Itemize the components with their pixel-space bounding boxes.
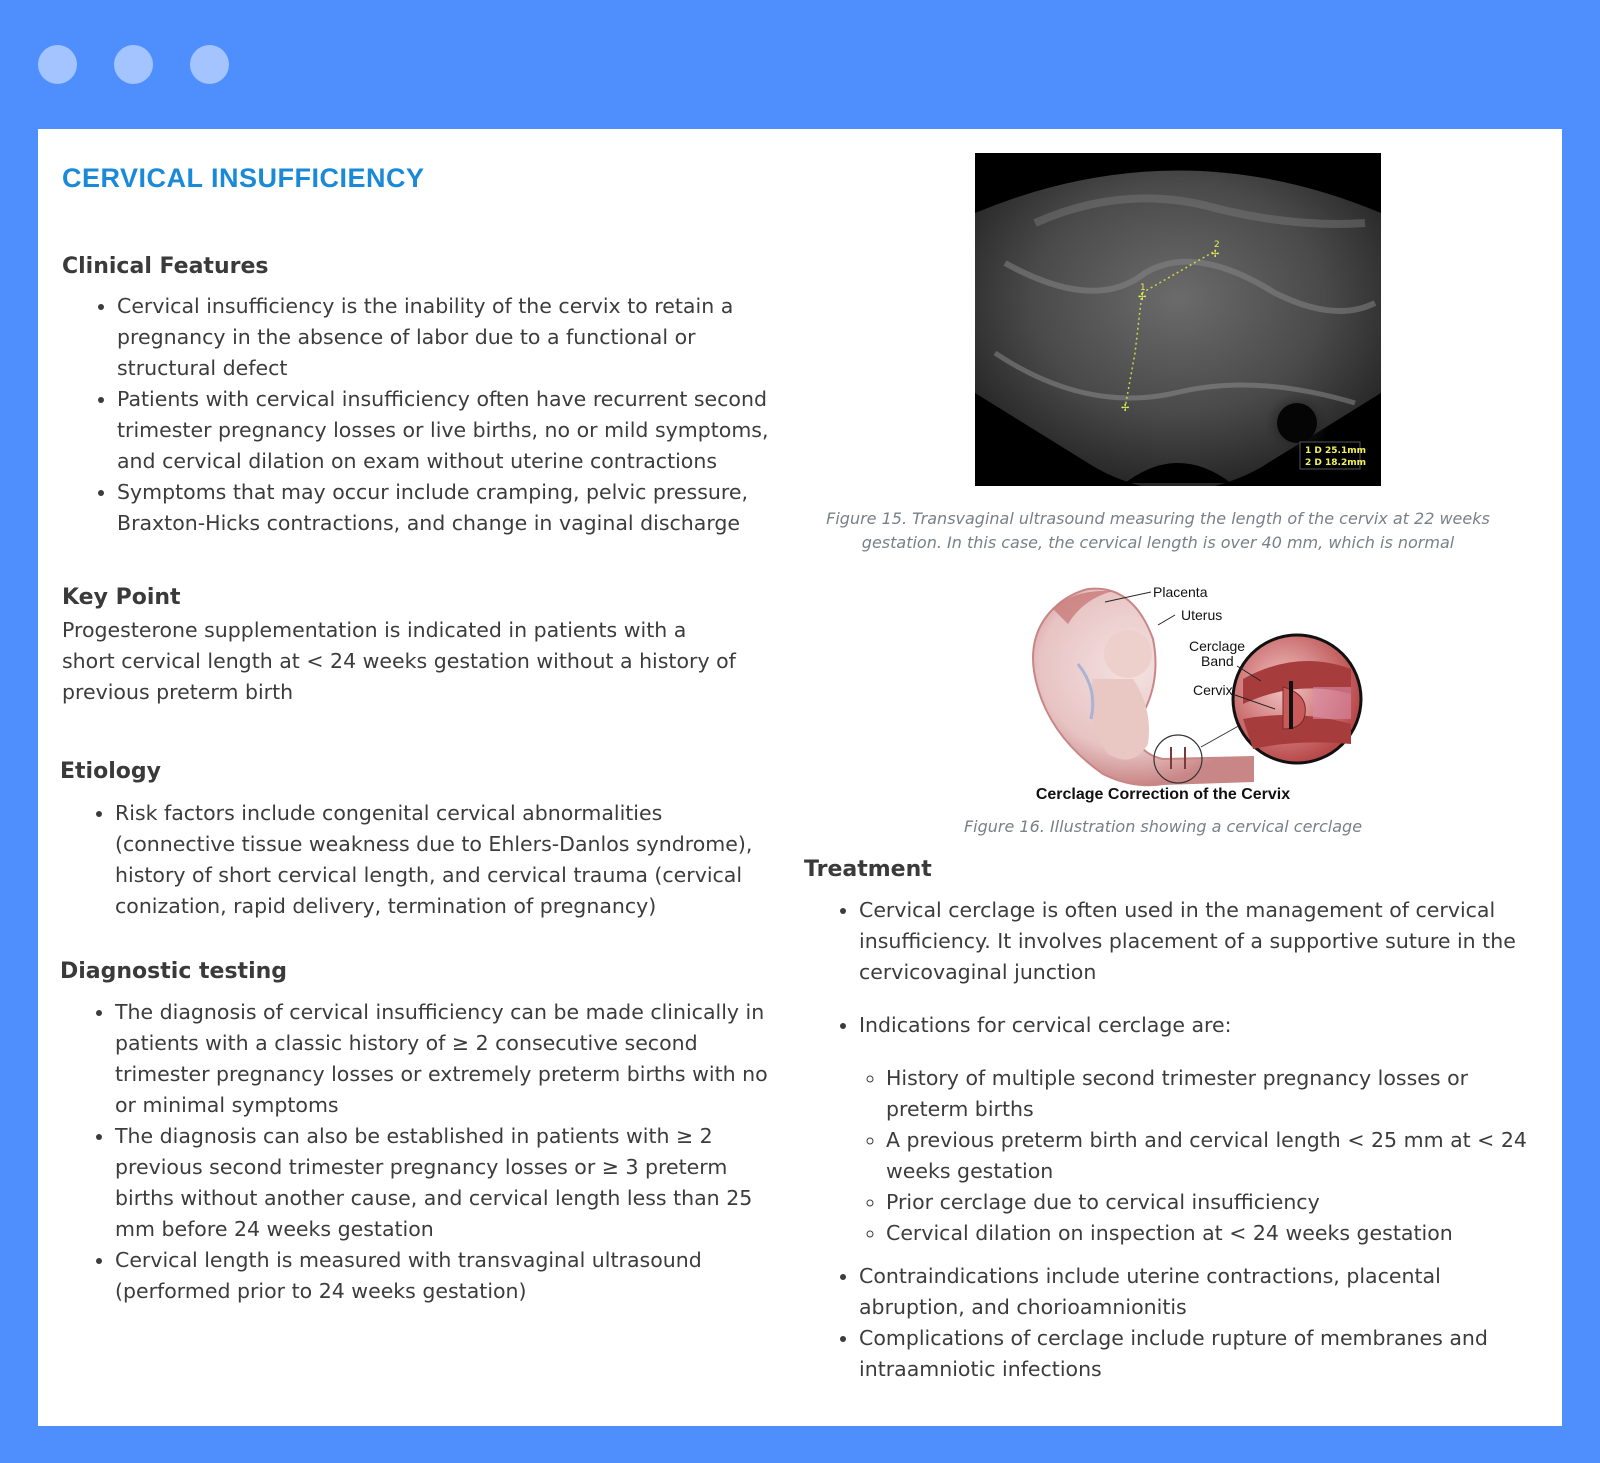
clinical-features-list <box>62 291 782 539</box>
svg-text:✢: ✢ <box>1121 403 1130 414</box>
list-item: • The diagnosis can also be established in patients with ≥ 2 previous second trimester pregnancy losses or ≥ 3 preterm births without another cause, and cervical length less than 25 mm before 24 weeks gestation <box>115 1121 783 1245</box>
key-point-heading: Key Point <box>62 585 181 610</box>
label-cervix: Cervix <box>1193 682 1233 698</box>
list-item: ◦ Prior cerclage due to cervical insufficiency <box>886 1187 1539 1218</box>
etiology-list <box>60 798 780 922</box>
list-item: • Symptoms that may occur include cramping, pelvic pressure, Braxton-Hicks contractions, and change in vaginal discharge <box>117 477 782 539</box>
list-item: • Contraindications include uterine contractions, placental abruption, and chorioamnionitis <box>859 1261 1539 1323</box>
document-page <box>38 129 1562 1426</box>
indications-list <box>859 1063 1539 1249</box>
etiology-heading: Etiology <box>60 759 161 784</box>
cerclage-illustration <box>1013 569 1413 809</box>
cerclage-figure <box>1013 569 1413 809</box>
measurement-1: 1 D 25.1mm <box>1305 446 1366 456</box>
list-item: • Cervical insufficiency is the inability of the cervix to retain a pregnancy in the absence of labor due to a functional or structural defect <box>117 291 782 384</box>
list-item: ◦ Cervical dilation on inspection at < 24 weeks gestation <box>886 1218 1539 1249</box>
list-item <box>859 1010 1539 1249</box>
list-item: • Cervical length is measured with transvaginal ultrasound (performed prior to 24 weeks gestation) <box>115 1245 783 1307</box>
page-title: CERVICAL INSUFFICIENCY <box>62 163 425 193</box>
label-uterus: Uterus <box>1181 607 1223 623</box>
ultrasound-figure <box>975 153 1381 486</box>
figure-15-caption: Figure 15. Transvaginal ultrasound measuring the length of the cervix at 22 weeks gestation. In this case, the cervical length is over 40 mm, which is normal <box>826 509 1490 552</box>
clinical-features-heading: Clinical Features <box>62 254 269 279</box>
svg-text:✢: ✢ <box>1211 249 1220 260</box>
indications-intro: Indications for cervical cerclage are: <box>859 1013 1232 1037</box>
treatment-list <box>804 895 1539 1385</box>
marker-1: 1 <box>1140 283 1146 293</box>
measurement-2: 2 D 18.2mm <box>1305 458 1366 468</box>
svg-text:✢: ✢ <box>1138 292 1147 303</box>
list-item: • Complications of cerclage include rupture of membranes and intraamniotic infections <box>859 1323 1539 1385</box>
diagnostic-list <box>60 997 783 1307</box>
list-item: ◦ A previous preterm birth and cervical length < 25 mm at < 24 weeks gestation <box>886 1125 1539 1187</box>
key-point-text: Progesterone supplementation is indicated in patients with a short cervical length at < 24 weeks gestation without a history of previous preterm birth <box>62 618 736 704</box>
window-dot-3[interactable] <box>190 45 229 84</box>
label-placenta: Placenta <box>1153 584 1208 600</box>
marker-2: 2 <box>1214 240 1220 250</box>
label-cerclage: Cerclage <box>1189 638 1246 654</box>
treatment-heading: Treatment <box>804 857 932 882</box>
figure-16-title: Cerclage Correction of the Cervix <box>1035 786 1291 803</box>
figure-16-caption: Figure 16. Illustration showing a cervical cerclage <box>963 817 1363 836</box>
ultrasound-image <box>975 153 1381 486</box>
list-item: ◦ History of multiple second trimester pregnancy losses or preterm births <box>886 1063 1539 1125</box>
list-item: • Patients with cervical insufficiency often have recurrent second trimester pregnancy losses or live births, no or mild symptoms, and cervical dilation on exam without uterine contractions <box>117 384 782 477</box>
list-item: • The diagnosis of cervical insufficiency can be made clinically in patients with a classic history of ≥ 2 consecutive second trimester pregnancy losses or extremely preterm births with no or minimal symptoms <box>115 997 783 1121</box>
list-item: • Cervical cerclage is often used in the management of cervical insufficiency. It involves placement of a supportive suture in the cervicovaginal junction <box>859 895 1539 988</box>
window-dot-1[interactable] <box>38 45 77 84</box>
diagnostic-heading: Diagnostic testing <box>60 959 288 984</box>
label-band: Band <box>1201 653 1234 669</box>
window-dot-2[interactable] <box>114 45 153 84</box>
list-item: • Risk factors include congenital cervical abnormalities (connective tissue weakness due to Ehlers-Danlos syndrome), history of short cervical length, and cervical trauma (cervical conization, rapid delivery, termination of pregnancy) <box>115 798 780 922</box>
